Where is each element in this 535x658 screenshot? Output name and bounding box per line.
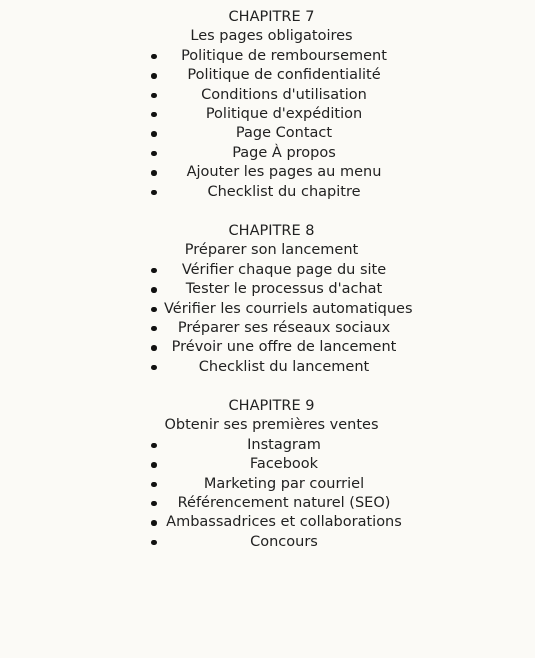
list-item [0,436,535,455]
list-item-text: Checklist du lancement [198,358,370,375]
list-item-text: Vérifier chaque page du site [181,261,387,278]
bullet-icon [151,365,157,371]
list-item-text: Marketing par courriel [203,475,365,492]
list-item [0,494,535,513]
list-item [0,105,535,124]
list-item [0,124,535,143]
list-item [0,66,535,85]
bullet-icon [151,131,157,137]
bullet-icon [151,151,157,157]
list-item [0,183,535,202]
list-item-text: Ambassadrices et collaborations [166,514,402,531]
bullet-icon [151,287,157,293]
bullet-icon [151,93,157,99]
list-item [0,144,535,163]
list-item [0,280,535,299]
list-item-text: Instagram [247,436,321,453]
bullet-icon [151,345,157,351]
list-item-text: Ajouter les pages au menu [186,164,382,181]
chapter-subtitle: Les pages obligatoires [190,28,353,45]
list-item-text: Page Contact [235,125,333,142]
list-item [0,163,535,182]
bullet-icon [151,112,157,118]
bullet-icon [151,190,157,196]
chapter-item-list [0,47,535,202]
bullet-icon [151,520,157,526]
bullet-icon [151,268,157,274]
list-item-text: Vérifier les courriels automatiques [164,300,413,317]
bullet-icon [151,307,157,313]
list-item [0,455,535,474]
chapter-item-list [0,261,535,377]
bullet-icon [151,482,157,488]
bullet-icon [151,443,157,449]
list-item [0,86,535,105]
bullet-icon [151,54,157,60]
chapter-subtitle: Obtenir ses premières ventes [164,417,379,434]
chapter-subtitle: Préparer son lancement [184,242,359,259]
chapter-title: CHAPITRE 8 [228,223,315,239]
list-item [0,513,535,532]
list-item-text: Facebook [249,456,319,473]
list-item [0,261,535,280]
list-item [0,533,535,552]
bullet-icon [151,73,157,79]
bullet-icon [151,462,157,468]
list-item [0,338,535,357]
list-item-text: Politique de remboursement [181,47,387,64]
chapter-title: CHAPITRE 7 [228,9,315,25]
bullet-icon [151,326,157,332]
list-item [0,300,535,319]
list-item-text: Page À propos [232,144,336,161]
list-item-text: Concours [250,533,318,550]
chapter-item-list [0,436,535,552]
list-item [0,475,535,494]
list-item-text: Prévoir une offre de lancement [171,339,397,356]
list-item [0,358,535,377]
bullet-icon [151,540,157,546]
list-item-text: Référencement naturel (SEO) [177,494,391,511]
list-item-text: Politique de confidentialité [187,67,381,84]
list-item-text: Préparer ses réseaux sociaux [177,319,391,336]
bullet-icon [151,170,157,176]
chapter-title: CHAPITRE 9 [228,398,315,414]
list-item [0,319,535,338]
bullet-icon [151,501,157,507]
list-item-text: Tester le processus d'achat [185,281,383,298]
list-item-text: Politique d'expédition [205,105,363,122]
list-item [0,47,535,66]
list-item-text: Checklist du chapitre [207,183,361,200]
list-item-text: Conditions d'utilisation [201,86,367,103]
